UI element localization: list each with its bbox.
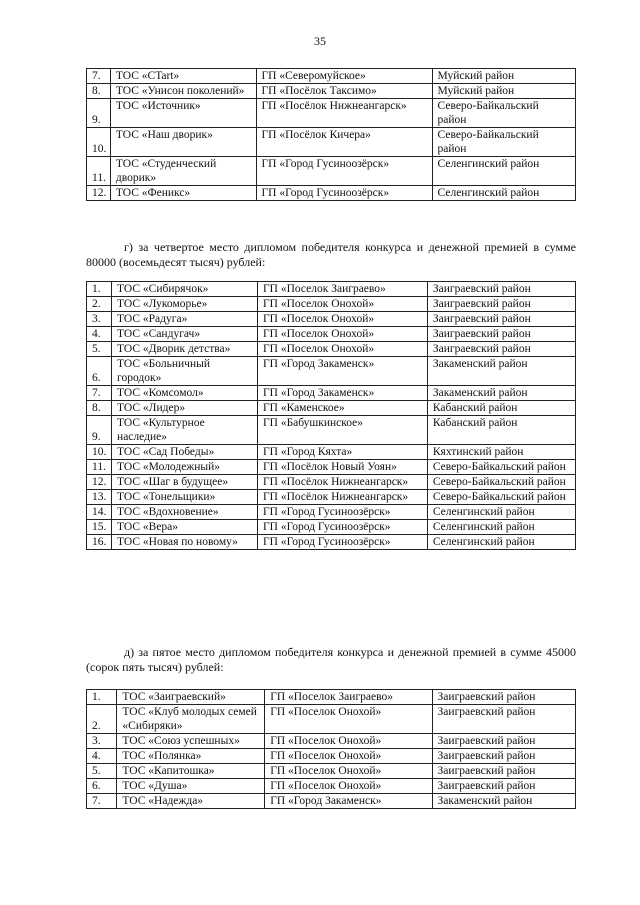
row-number: 4.: [87, 327, 112, 342]
tos-name: ТОС «Дворик детства»: [112, 342, 258, 357]
tos-name: ТОС «Комсомол»: [112, 386, 258, 401]
district-name: Селенгинский район: [427, 535, 575, 550]
table-row: [87, 690, 576, 705]
table-row: [87, 312, 576, 327]
row-number: 15.: [87, 520, 112, 535]
row-number: 1.: [87, 690, 117, 705]
district-name: Заиграевский район: [432, 705, 575, 734]
table-row: [87, 386, 576, 401]
tos-name: ТОС «Клуб молодых семей «Сибиряки»: [117, 705, 265, 734]
settlement-name: ГП «Посёлок Нижнеангарск»: [257, 490, 427, 505]
tos-name: ТОС «Наш дворик»: [110, 128, 256, 157]
table-row: [87, 401, 576, 416]
table-row: [87, 520, 576, 535]
tos-name: ТОС «Унисон поколений»: [110, 84, 256, 99]
tos-name: ТОС «Вера»: [112, 520, 258, 535]
district-name: Селенгинский район: [427, 505, 575, 520]
row-number: 4.: [87, 749, 117, 764]
row-number: 8.: [87, 401, 112, 416]
tos-name: ТОС «Шаг в будущее»: [112, 475, 258, 490]
table-row: [87, 297, 576, 312]
row-number: 9.: [87, 99, 111, 128]
district-name: Северо-Байкальский район: [427, 460, 575, 475]
row-number: 12.: [87, 186, 111, 201]
settlement-name: ГП «Город Гусиноозёрск»: [256, 157, 432, 186]
tos-name: ТОС «Сибирячок»: [112, 282, 258, 297]
table-row: [87, 535, 576, 550]
table-row: [87, 342, 576, 357]
row-number: 3.: [87, 734, 117, 749]
row-number: 9.: [87, 416, 112, 445]
tos-name: ТОС «Феникс»: [110, 186, 256, 201]
district-name: Северо-Байкальский район: [427, 490, 575, 505]
district-name: Муйский район: [432, 69, 575, 84]
district-name: Селенгинский район: [432, 186, 575, 201]
settlement-name: ГП «Поселок Онохой»: [265, 705, 432, 734]
row-number: 10.: [87, 445, 112, 460]
settlement-name: ГП «Каменское»: [257, 401, 427, 416]
row-number: 6.: [87, 357, 112, 386]
tos-name: ТОС «Полянка»: [117, 749, 265, 764]
settlement-name: ГП «Поселок Заиграево»: [257, 282, 427, 297]
settlement-name: ГП «Поселок Онохой»: [265, 734, 432, 749]
table-row: [87, 84, 576, 99]
paragraph-fifth-place: д) за пятое место дипломом победителя конкурса и денежной премией в сумме 45000 (сорок пять тысяч) рублей:: [86, 645, 576, 674]
district-name: Заиграевский район: [432, 779, 575, 794]
settlement-name: ГП «Посёлок Нижнеангарск»: [256, 99, 432, 128]
row-number: 12.: [87, 475, 112, 490]
winners-table-fifth-place: [86, 689, 576, 809]
row-number: 13.: [87, 490, 112, 505]
settlement-name: ГП «Посёлок Кичера»: [256, 128, 432, 157]
tos-name: ТОС «CTart»: [110, 69, 256, 84]
tos-name: ТОС «Студенческий дворик»: [110, 157, 256, 186]
row-number: 11.: [87, 460, 112, 475]
table-row: [87, 794, 576, 809]
settlement-name: ГП «Город Гусиноозёрск»: [256, 186, 432, 201]
district-name: Закаменский район: [427, 357, 575, 386]
table-row: [87, 327, 576, 342]
row-number: 5.: [87, 342, 112, 357]
table-row: [87, 734, 576, 749]
row-number: 3.: [87, 312, 112, 327]
table-row: [87, 749, 576, 764]
district-name: Заиграевский район: [432, 690, 575, 705]
tos-name: ТОС «Лидер»: [112, 401, 258, 416]
row-number: 7.: [87, 386, 112, 401]
table-row: [87, 705, 576, 734]
table-row: [87, 69, 576, 84]
district-name: Заиграевский район: [427, 282, 575, 297]
settlement-name: ГП «Поселок Онохой»: [265, 764, 432, 779]
district-name: Заиграевский район: [427, 297, 575, 312]
tos-name: ТОС «Новая по новому»: [112, 535, 258, 550]
row-number: 7.: [87, 69, 111, 84]
tos-name: ТОС «Душа»: [117, 779, 265, 794]
district-name: Северо-Байкальский район: [427, 475, 575, 490]
tos-name: ТОС «Больничный городок»: [112, 357, 258, 386]
settlement-name: ГП «Город Кяхта»: [257, 445, 427, 460]
settlement-name: ГП «Северомуйское»: [256, 69, 432, 84]
settlement-name: ГП «Город Гусиноозёрск»: [257, 535, 427, 550]
tos-name: ТОС «Лукоморье»: [112, 297, 258, 312]
tos-name: ТОС «Вдохновение»: [112, 505, 258, 520]
settlement-name: ГП «Посёлок Нижнеангарск»: [257, 475, 427, 490]
table-row: [87, 445, 576, 460]
tos-name: ТОС «Радуга»: [112, 312, 258, 327]
district-name: Заиграевский район: [432, 764, 575, 779]
settlement-name: ГП «Город Закаменск»: [265, 794, 432, 809]
settlement-name: ГП «Поселок Онохой»: [265, 749, 432, 764]
district-name: Кяхтинский район: [427, 445, 575, 460]
district-name: Закаменский район: [427, 386, 575, 401]
settlement-name: ГП «Бабушкинское»: [257, 416, 427, 445]
table-row: [87, 460, 576, 475]
district-name: Заиграевский район: [427, 312, 575, 327]
tos-name: ТОС «Культурное наследие»: [112, 416, 258, 445]
settlement-name: ГП «Поселок Онохой»: [265, 779, 432, 794]
tos-name: ТОС «Капитошка»: [117, 764, 265, 779]
district-name: Муйский район: [432, 84, 575, 99]
row-number: 8.: [87, 84, 111, 99]
settlement-name: ГП «Город Закаменск»: [257, 386, 427, 401]
row-number: 14.: [87, 505, 112, 520]
table-row: [87, 186, 576, 201]
table-row: [87, 505, 576, 520]
winners-table-fourth-place: [86, 281, 576, 550]
tos-name: ТОС «Сад Победы»: [112, 445, 258, 460]
settlement-name: ГП «Поселок Онохой»: [257, 297, 427, 312]
table-row: [87, 282, 576, 297]
page-number: 35: [314, 34, 326, 48]
table-row: [87, 490, 576, 505]
row-number: 6.: [87, 779, 117, 794]
table-row: [87, 157, 576, 186]
table-row: [87, 128, 576, 157]
row-number: 11.: [87, 157, 111, 186]
row-number: 2.: [87, 705, 117, 734]
settlement-name: ГП «Поселок Онохой»: [257, 327, 427, 342]
settlement-name: ГП «Посёлок Новый Уоян»: [257, 460, 427, 475]
table-row: [87, 475, 576, 490]
table-row: [87, 764, 576, 779]
row-number: 1.: [87, 282, 112, 297]
row-number: 2.: [87, 297, 112, 312]
district-name: Северо-Байкальский район: [432, 99, 575, 128]
winners-table-third-place-continued: [86, 68, 576, 201]
settlement-name: ГП «Посёлок Таксимо»: [256, 84, 432, 99]
district-name: Заиграевский район: [427, 327, 575, 342]
row-number: 10.: [87, 128, 111, 157]
settlement-name: ГП «Поселок Онохой»: [257, 312, 427, 327]
row-number: 5.: [87, 764, 117, 779]
settlement-name: ГП «Поселок Заиграево»: [265, 690, 432, 705]
district-name: Закаменский район: [432, 794, 575, 809]
district-name: Селенгинский район: [432, 157, 575, 186]
table-row: [87, 416, 576, 445]
district-name: Кабанский район: [427, 416, 575, 445]
district-name: Заиграевский район: [427, 342, 575, 357]
settlement-name: ГП «Поселок Онохой»: [257, 342, 427, 357]
district-name: Заиграевский район: [432, 749, 575, 764]
tos-name: ТОС «Источник»: [110, 99, 256, 128]
settlement-name: ГП «Город Гусиноозёрск»: [257, 505, 427, 520]
district-name: Северо-Байкальский район: [432, 128, 575, 157]
tos-name: ТОС «Надежда»: [117, 794, 265, 809]
tos-name: ТОС «Сандугач»: [112, 327, 258, 342]
row-number: 16.: [87, 535, 112, 550]
district-name: Кабанский район: [427, 401, 575, 416]
settlement-name: ГП «Город Гусиноозёрск»: [257, 520, 427, 535]
settlement-name: ГП «Город Закаменск»: [257, 357, 427, 386]
tos-name: ТОС «Тонельщики»: [112, 490, 258, 505]
table-row: [87, 357, 576, 386]
district-name: Селенгинский район: [427, 520, 575, 535]
tos-name: ТОС «Союз успешных»: [117, 734, 265, 749]
row-number: 7.: [87, 794, 117, 809]
tos-name: ТОС «Заиграевский»: [117, 690, 265, 705]
tos-name: ТОС «Молодежный»: [112, 460, 258, 475]
table-row: [87, 99, 576, 128]
district-name: Заиграевский район: [432, 734, 575, 749]
table-row: [87, 779, 576, 794]
paragraph-fourth-place: г) за четвертое место дипломом победителя конкурса и денежной премией в сумме 80000 (восемьдесят тысяч) рублей:: [86, 240, 576, 269]
